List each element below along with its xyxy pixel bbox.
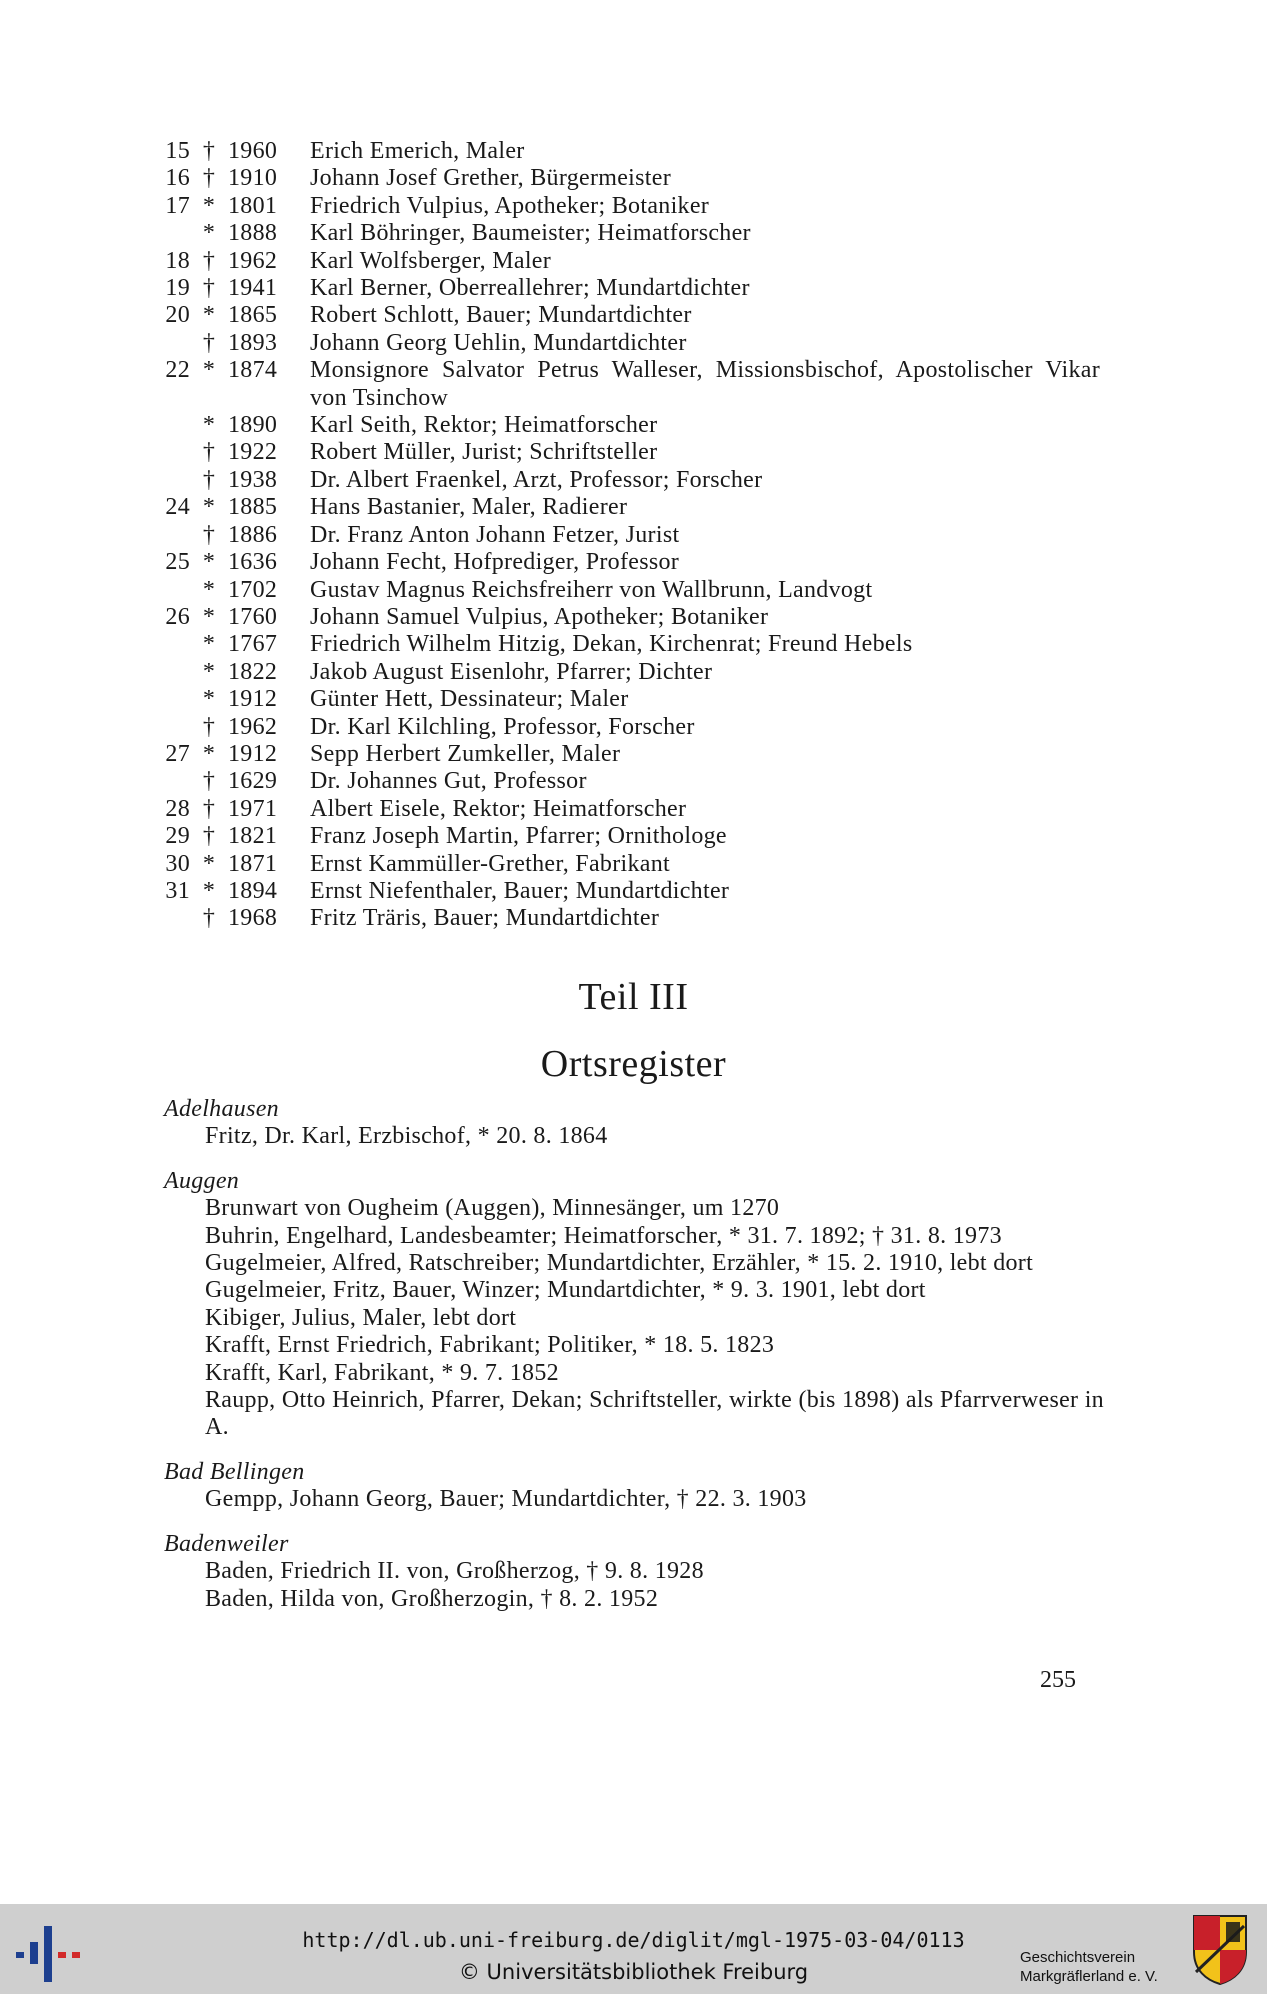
- calendar-text: Dr. Karl Kilchling, Professor, Forscher: [310, 713, 695, 740]
- calendar-year: 1894: [228, 877, 278, 904]
- calendar-day: 22: [165, 357, 190, 384]
- calendar-year: 1962: [228, 247, 278, 274]
- place-entry: Krafft, Karl, Fabrikant, * 9. 7. 1852: [205, 1359, 559, 1386]
- calendar-symbol: †: [202, 713, 216, 740]
- calendar-text: Albert Eisele, Rektor; Heimatforscher: [310, 795, 687, 822]
- calendar-year: 1636: [228, 549, 278, 576]
- calendar-symbol: †: [202, 466, 216, 493]
- calendar-row: [160, 439, 1110, 466]
- calendar-row: [160, 193, 1110, 220]
- footer-url-link[interactable]: http://dl.ub.uni-freiburg.de/diglit/mgl-1975-03-04/0113: [302, 1928, 965, 1952]
- footer-bar: [0, 1904, 1267, 1994]
- calendar-row: [160, 302, 1110, 329]
- calendar-symbol: †: [202, 247, 216, 274]
- calendar-row: [160, 165, 1110, 192]
- place-entry: Gugelmeier, Alfred, Ratschreiber; Mundartdichter, Erzähler, * 15. 2. 1910, lebt dort: [205, 1250, 1034, 1277]
- calendar-day: 18: [165, 247, 190, 274]
- calendar-day: 27: [165, 740, 190, 767]
- calendar-year: 1702: [228, 576, 278, 603]
- place-name: Bad Bellingen: [164, 1458, 305, 1485]
- calendar-year: 1801: [228, 192, 278, 219]
- calendar-row: [160, 494, 1110, 521]
- calendar-year: 1968: [228, 905, 278, 932]
- place-entry: Buhrin, Engelhard, Landesbeamter; Heimatforscher, * 31. 7. 1892; † 31. 8. 1973: [205, 1222, 1002, 1249]
- calendar-year: 1890: [228, 412, 278, 439]
- calendar-year: 1912: [228, 740, 278, 767]
- calendar-symbol: †: [202, 439, 216, 466]
- calendar-row: [160, 768, 1110, 795]
- place-group: [164, 1096, 1104, 1151]
- calendar-list: [160, 138, 1110, 933]
- calendar-text: Hans Bastanier, Maler, Radierer: [310, 494, 628, 521]
- calendar-text: Karl Wolfsberger, Maler: [310, 247, 552, 274]
- coat-of-arms-icon: [1190, 1912, 1250, 1986]
- calendar-text: Johann Fecht, Hofprediger, Professor: [310, 549, 680, 576]
- calendar-text: Ernst Niefenthaler, Bauer; Mundartdichter: [310, 877, 730, 904]
- calendar-symbol: *: [202, 576, 216, 603]
- place-index: [164, 1096, 1104, 1630]
- calendar-symbol: †: [202, 138, 216, 164]
- calendar-text: Sepp Herbert Zumkeller, Maler: [310, 740, 621, 767]
- calendar-symbol: †: [202, 905, 216, 932]
- calendar-symbol: †: [202, 275, 216, 302]
- calendar-text: Karl Seith, Rektor; Heimatforscher: [310, 412, 658, 439]
- calendar-row: [160, 330, 1110, 357]
- calendar-row: [160, 220, 1110, 247]
- calendar-symbol: *: [202, 740, 216, 767]
- calendar-symbol: †: [202, 768, 216, 795]
- place-entry: Baden, Hilda von, Großherzogin, † 8. 2. 1952: [205, 1585, 659, 1612]
- calendar-symbol: †: [202, 795, 216, 822]
- calendar-row: [160, 878, 1110, 905]
- organization-line: Markgräflerland e. V.: [1020, 1968, 1158, 1985]
- calendar-day: 17: [165, 192, 190, 219]
- calendar-text: Johann Samuel Vulpius, Apotheker; Botaniker: [310, 603, 769, 630]
- calendar-text: Robert Müller, Jurist; Schriftsteller: [310, 439, 658, 466]
- calendar-symbol: *: [202, 302, 216, 329]
- place-entry: Gugelmeier, Fritz, Bauer, Winzer; Mundartdichter, * 9. 3. 1901, lebt dort: [205, 1277, 926, 1304]
- calendar-text: Dr. Albert Fraenkel, Arzt, Professor; Forscher: [310, 466, 763, 493]
- calendar-year: 1885: [228, 494, 278, 521]
- place-group: [164, 1531, 1104, 1613]
- calendar-row: [160, 467, 1110, 494]
- calendar-row: [160, 275, 1110, 302]
- place-group: [164, 1168, 1104, 1442]
- calendar-text: Gustav Magnus Reichsfreiherr von Wallbrunn, Landvogt: [310, 576, 873, 603]
- calendar-row: [160, 549, 1110, 576]
- place-entry: Krafft, Ernst Friedrich, Fabrikant; Politiker, * 18. 5. 1823: [205, 1332, 775, 1359]
- calendar-text: Monsignore Salvator Petrus Walleser, Missionsbischof, Apostolischer Vikar von Tsinchow: [310, 357, 1100, 411]
- calendar-text: Johann Georg Uehlin, Mundartdichter: [310, 329, 687, 356]
- calendar-day: 31: [165, 877, 190, 904]
- calendar-year: 1629: [228, 768, 278, 795]
- page-number: 255: [1040, 1667, 1076, 1693]
- calendar-year: 1888: [228, 220, 278, 247]
- calendar-symbol: *: [202, 686, 216, 713]
- calendar-row: [160, 659, 1110, 686]
- calendar-row: [160, 686, 1110, 713]
- calendar-year: 1962: [228, 713, 278, 740]
- calendar-text: Ernst Kammüller-Grether, Fabrikant: [310, 850, 670, 877]
- place-name: Auggen: [164, 1167, 240, 1194]
- calendar-year: 1893: [228, 329, 278, 356]
- place-entry: Gempp, Johann Georg, Bauer; Mundartdichter, † 22. 3. 1903: [205, 1486, 807, 1513]
- calendar-year: 1886: [228, 521, 278, 548]
- footer-organization: [1020, 1948, 1190, 1986]
- calendar-year: 1971: [228, 795, 278, 822]
- calendar-text: Karl Berner, Oberreallehrer; Mundartdichter: [310, 275, 750, 302]
- calendar-row: [160, 577, 1110, 604]
- calendar-symbol: *: [202, 549, 216, 576]
- calendar-year: 1767: [228, 631, 278, 658]
- calendar-text: Karl Böhringer, Baumeister; Heimatforscher: [310, 220, 751, 247]
- calendar-year: 1941: [228, 275, 278, 302]
- calendar-day: 20: [165, 302, 190, 329]
- calendar-row: [160, 357, 1110, 412]
- calendar-row: [160, 631, 1110, 658]
- calendar-day: 19: [165, 275, 190, 302]
- calendar-symbol: *: [202, 192, 216, 219]
- calendar-day: 16: [165, 165, 190, 192]
- calendar-symbol: †: [202, 521, 216, 548]
- calendar-symbol: *: [202, 850, 216, 877]
- calendar-day: 29: [165, 823, 190, 850]
- calendar-day: 28: [165, 795, 190, 822]
- place-group: [164, 1459, 1104, 1514]
- calendar-row: [160, 522, 1110, 549]
- calendar-row: [160, 796, 1110, 823]
- calendar-text: Jakob August Eisenlohr, Pfarrer; Dichter: [310, 658, 713, 685]
- calendar-text: Fritz Träris, Bauer; Mundartdichter: [310, 905, 660, 932]
- calendar-symbol: *: [202, 494, 216, 521]
- calendar-symbol: *: [202, 357, 216, 384]
- calendar-symbol: *: [202, 603, 216, 630]
- footer-copyright: © Universitätsbibliothek Freiburg: [458, 1960, 809, 1984]
- calendar-row: [160, 741, 1110, 768]
- calendar-symbol: *: [202, 631, 216, 658]
- calendar-row: [160, 248, 1110, 275]
- part-heading: Teil III: [578, 976, 689, 1018]
- calendar-row: [160, 604, 1110, 631]
- calendar-row: [160, 905, 1110, 932]
- calendar-year: 1822: [228, 658, 278, 685]
- calendar-day: 30: [165, 850, 190, 877]
- calendar-year: 1938: [228, 466, 278, 493]
- calendar-year: 1912: [228, 686, 278, 713]
- calendar-text: Franz Joseph Martin, Pfarrer; Ornithologe: [310, 823, 727, 850]
- organization-line: Geschichtsverein: [1020, 1949, 1136, 1966]
- place-entry: Raupp, Otto Heinrich, Pfarrer, Dekan; Schriftsteller, wirkte (bis 1898) als Pfarrverweser in A.: [205, 1387, 1104, 1441]
- calendar-day: 25: [165, 549, 190, 576]
- calendar-row: [160, 823, 1110, 850]
- place-name: Badenweiler: [164, 1530, 289, 1557]
- calendar-symbol: *: [202, 658, 216, 685]
- calendar-text: Dr. Johannes Gut, Professor: [310, 768, 587, 795]
- place-entry: Kibiger, Julius, Maler, lebt dort: [205, 1304, 517, 1331]
- calendar-text: Dr. Franz Anton Johann Fetzer, Jurist: [310, 521, 680, 548]
- calendar-year: 1871: [228, 850, 278, 877]
- calendar-row: [160, 138, 1110, 165]
- calendar-day: 24: [165, 494, 190, 521]
- calendar-year: 1960: [228, 138, 278, 164]
- place-entry: Fritz, Dr. Karl, Erzbischof, * 20. 8. 1864: [205, 1123, 608, 1150]
- calendar-symbol: *: [202, 877, 216, 904]
- calendar-year: 1865: [228, 302, 278, 329]
- calendar-day: 26: [165, 603, 190, 630]
- calendar-day: 15: [165, 138, 190, 164]
- calendar-symbol: †: [202, 823, 216, 850]
- calendar-text: Robert Schlott, Bauer; Mundartdichter: [310, 302, 692, 329]
- calendar-row: [160, 714, 1110, 741]
- calendar-text: Friedrich Wilhelm Hitzig, Dekan, Kirchenrat; Freund Hebels: [310, 631, 913, 658]
- place-name: Adelhausen: [164, 1096, 279, 1122]
- calendar-text: Günter Hett, Dessinateur; Maler: [310, 686, 629, 713]
- place-entry: Baden, Friedrich II. von, Großherzog, † 9. 8. 1928: [205, 1558, 704, 1585]
- calendar-year: 1922: [228, 439, 278, 466]
- calendar-text: Johann Josef Grether, Bürgermeister: [310, 165, 671, 192]
- calendar-year: 1821: [228, 823, 278, 850]
- calendar-symbol: *: [202, 412, 216, 439]
- section-title: Ortsregister: [540, 1043, 727, 1085]
- calendar-year: 1910: [228, 165, 278, 192]
- calendar-year: 1760: [228, 603, 278, 630]
- calendar-text: Friedrich Vulpius, Apotheker; Botaniker: [310, 192, 710, 219]
- place-entry: Brunwart von Ougheim (Auggen), Minnesänger, um 1270: [205, 1195, 780, 1222]
- calendar-year: 1874: [228, 357, 278, 384]
- calendar-symbol: *: [202, 220, 216, 247]
- calendar-symbol: †: [202, 329, 216, 356]
- calendar-row: [160, 851, 1110, 878]
- calendar-row: [160, 412, 1110, 439]
- calendar-symbol: †: [202, 165, 216, 192]
- calendar-text: Erich Emerich, Maler: [310, 138, 525, 164]
